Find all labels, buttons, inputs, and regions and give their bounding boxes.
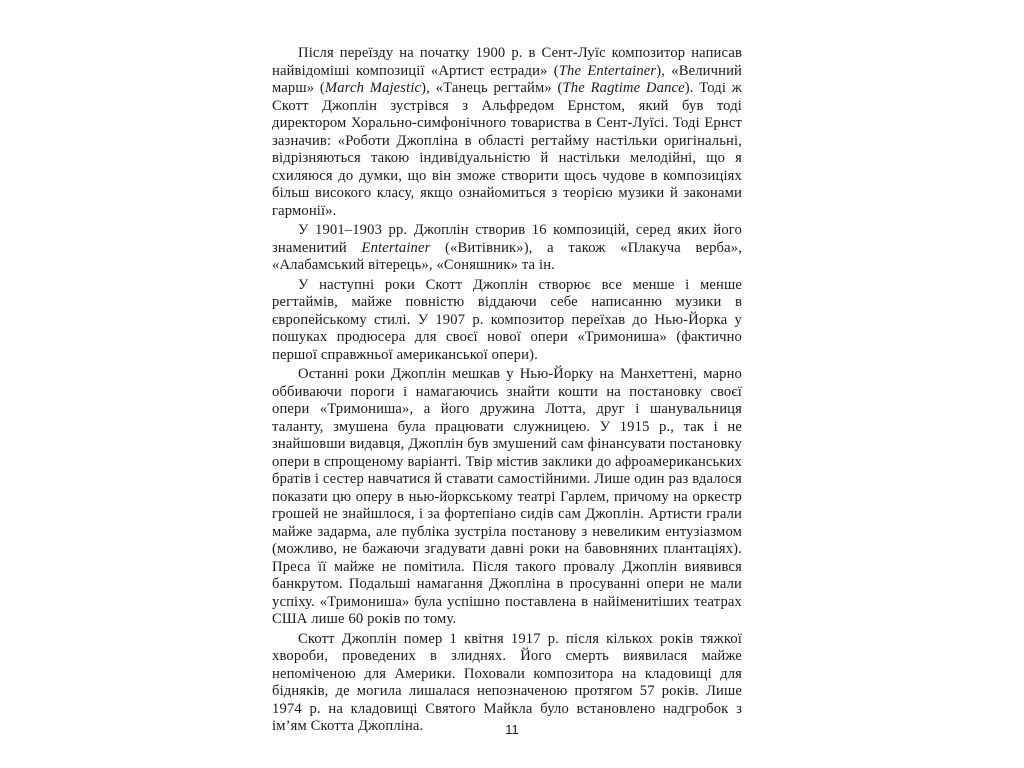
text-segment: ), «Величний марш» ( xyxy=(272,62,743,96)
text-segment: Скотт Джоплін помер 1 квітня 1917 р. після кількох років тяжкої хвороби, проведених в злиднях. Його смерть виявилася майже непоміченою для Америки. Поховали композитора на кладовищі для бідняків, де могила лишалася непозначеною протягом 57 років. Лише 1974 р. на кладовищі Святого Майкла було встановлено надгробок з ім’ям Скотта Джопліна. xyxy=(272,630,742,734)
text-segment: ). Тоді ж Скотт Джоплін зустрівся з Альфредом Ернстом, який був тоді директором Хорально-симфонічного товариства в Сент-Луїсі. Тоді Ернст зазначив: «Роботи Джопліна в області регтайму настільки оригінальні, відрізняються такою індивідуальністю й настільки мелодійні, що я схиляюся до думки, що він зможе створити щось чудове в композиціях більш високого класу, якщо ознайомиться з теорією музики й законами гармонії». xyxy=(272,80,742,219)
text-segment: («Витівник»), а також «Плакуча верба», «Алабамський вітерець», «Соняшник» та ін. xyxy=(272,239,743,273)
paragraph-2 xyxy=(272,222,742,275)
italic-title: Entertainer xyxy=(361,239,431,256)
italic-title: The Ragtime Dance xyxy=(562,80,685,96)
page-body xyxy=(272,45,742,736)
paragraph-1 xyxy=(272,45,742,220)
text-segment: У 1901–1903 рр. Джоплін створив 16 композицій, серед яких його знаменитий xyxy=(272,222,742,256)
paragraph-4 xyxy=(272,366,742,629)
text-segment: У наступні роки Скотт Джоплін створює все менше і менше регтаймів, майже повністю віддаючи себе написанню музики в європейському стилі. У 1907 р. композитор переїхав до Нью-Йорка у пошуках продюсера для своєї нової опери «Тримониша» (фактично першої справжньої американської опери). xyxy=(272,276,742,363)
page-number: 11 xyxy=(505,722,519,737)
text-segment: Після переїзду на початку 1900 р. в Сент-Луїс композитор написав найвідоміші композиції «Артист естради» ( xyxy=(272,45,742,79)
paragraph-5 xyxy=(272,631,742,736)
italic-title: March Majestic xyxy=(324,80,422,96)
text-segment: Останні роки Джоплін мешкав у Нью-Йорку на Манхеттені, марно оббиваючи пороги і намагаючись знайти кошти на постановку своєї опери «Тримониша», а його дружина Лотта, друг і шанувальниця таланту, змушена була працювати служницею. У 1915 р., так і не знайшовши видавця, Джоплін був змушений сам фінансувати постановку опери в спрощеному варіанті. Твір містив заклики до афроамериканських братів і сестер навчатися й ставати самостійними. Лише один раз вдалося показати цю оперу в нью-йоркському театрі Гарлем, причому на оркестр грошей не знайшлося, і за фортепіано сидів сам Джоплін. Артисти грали майже задарма, але публіка зустріла постанову з невеликим ентузіазмом (можливо, не бажаючи згадувати давні роки на бавовняних плантаціях). Преса її майже не помітила. Після такого провалу Джоплін виявився банкрутом. Подальші намагання Джопліна в просуванні опери не мали успіху. «Тримониша» була успішно поставлена в найіменитіших театрах США лише 60 років по тому. xyxy=(272,366,742,627)
italic-title: The Entertainer xyxy=(558,62,657,79)
paragraph-3 xyxy=(272,277,742,365)
text-segment: ), «Танець регтайм» ( xyxy=(421,80,563,96)
